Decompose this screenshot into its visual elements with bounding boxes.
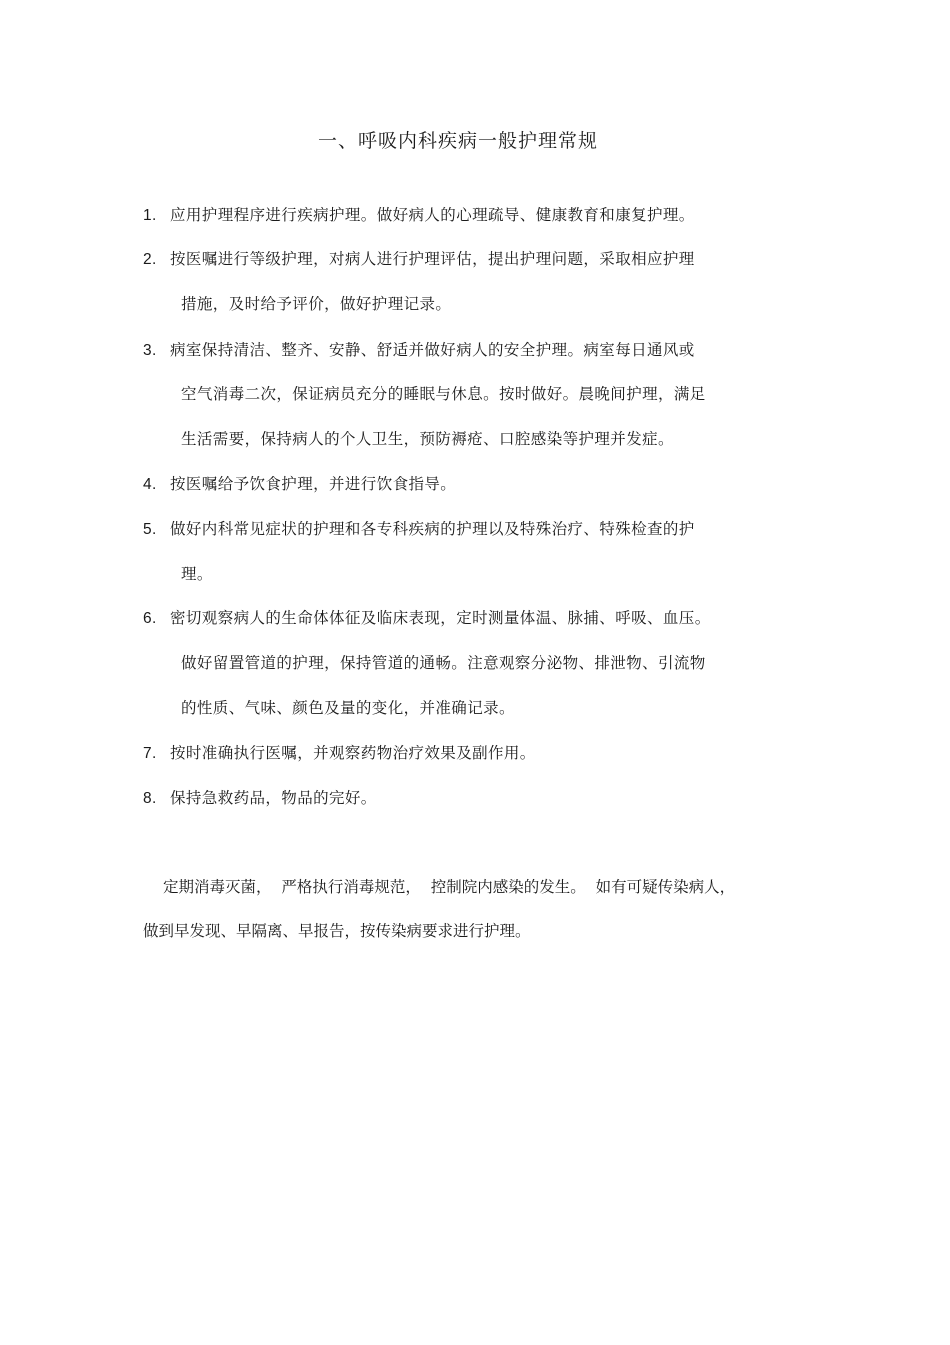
list-item-2 [143, 248, 695, 271]
list-item-7 [143, 742, 536, 765]
document-title: 一、呼吸内科疾病一般护理常规 [317, 130, 598, 152]
item-number: 3. [143, 342, 157, 359]
closing-paragraph-line-2: 做到早发现、早隔离、早报告，按传染病要求进行护理。 [143, 922, 531, 940]
item-text: 病室保持清洁、整齐、安静、舒适并做好病人的安全护理。病室每日通风或 [170, 341, 695, 359]
item-continuation: 措施，及时给予评价，做好护理记录。 [181, 295, 452, 313]
list-item-4 [143, 473, 456, 496]
closing-paragraph-line-1: 定期消毒灭菌， 严格执行消毒规范， 控制院内感染的发生。 如有可疑传染病人， [163, 878, 736, 896]
item-number: 5. [143, 521, 157, 538]
item-continuation: 的性质、气味、颜色及量的变化，并准确记录。 [181, 699, 515, 717]
item-number: 4. [143, 476, 157, 493]
item-continuation: 做好留置管道的护理，保持管道的通畅。注意观察分泌物、排泄物、引流物 [181, 654, 706, 672]
item-continuation: 理。 [181, 565, 213, 583]
list-item-8 [143, 787, 377, 810]
item-text: 按时准确执行医嘱，并观察药物治疗效果及副作用。 [170, 744, 536, 762]
item-number: 7. [143, 745, 157, 762]
item-number: 8. [143, 790, 157, 807]
item-text: 按医嘱给予饮食护理，并进行饮食指导。 [170, 475, 457, 493]
item-text: 应用护理程序进行疾病护理。做好病人的心理疏导、健康教育和康复护理。 [170, 206, 695, 224]
item-continuation: 生活需要，保持病人的个人卫生，预防褥疮、口腔感染等护理并发症。 [181, 430, 674, 448]
item-text: 按医嘱进行等级护理，对病人进行护理评估，提出护理问题，采取相应护理 [170, 250, 695, 268]
item-continuation: 空气消毒二次，保证病员充分的睡眠与休息。按时做好。晨晚间护理，满足 [181, 385, 706, 403]
item-number: 6. [143, 610, 157, 627]
list-item-1 [143, 204, 695, 227]
list-item-6 [143, 607, 711, 630]
item-text: 做好内科常见症状的护理和各专科疾病的护理以及特殊治疗、特殊检查的护 [170, 520, 695, 538]
item-text: 保持急救药品，物品的完好。 [170, 789, 377, 807]
item-text: 密切观察病人的生命体体征及临床表现，定时测量体温、脉捕、呼吸、血压。 [170, 609, 711, 627]
item-number: 1. [143, 207, 157, 224]
list-item-3 [143, 339, 695, 362]
list-item-5 [143, 518, 695, 541]
item-number: 2. [143, 251, 157, 268]
